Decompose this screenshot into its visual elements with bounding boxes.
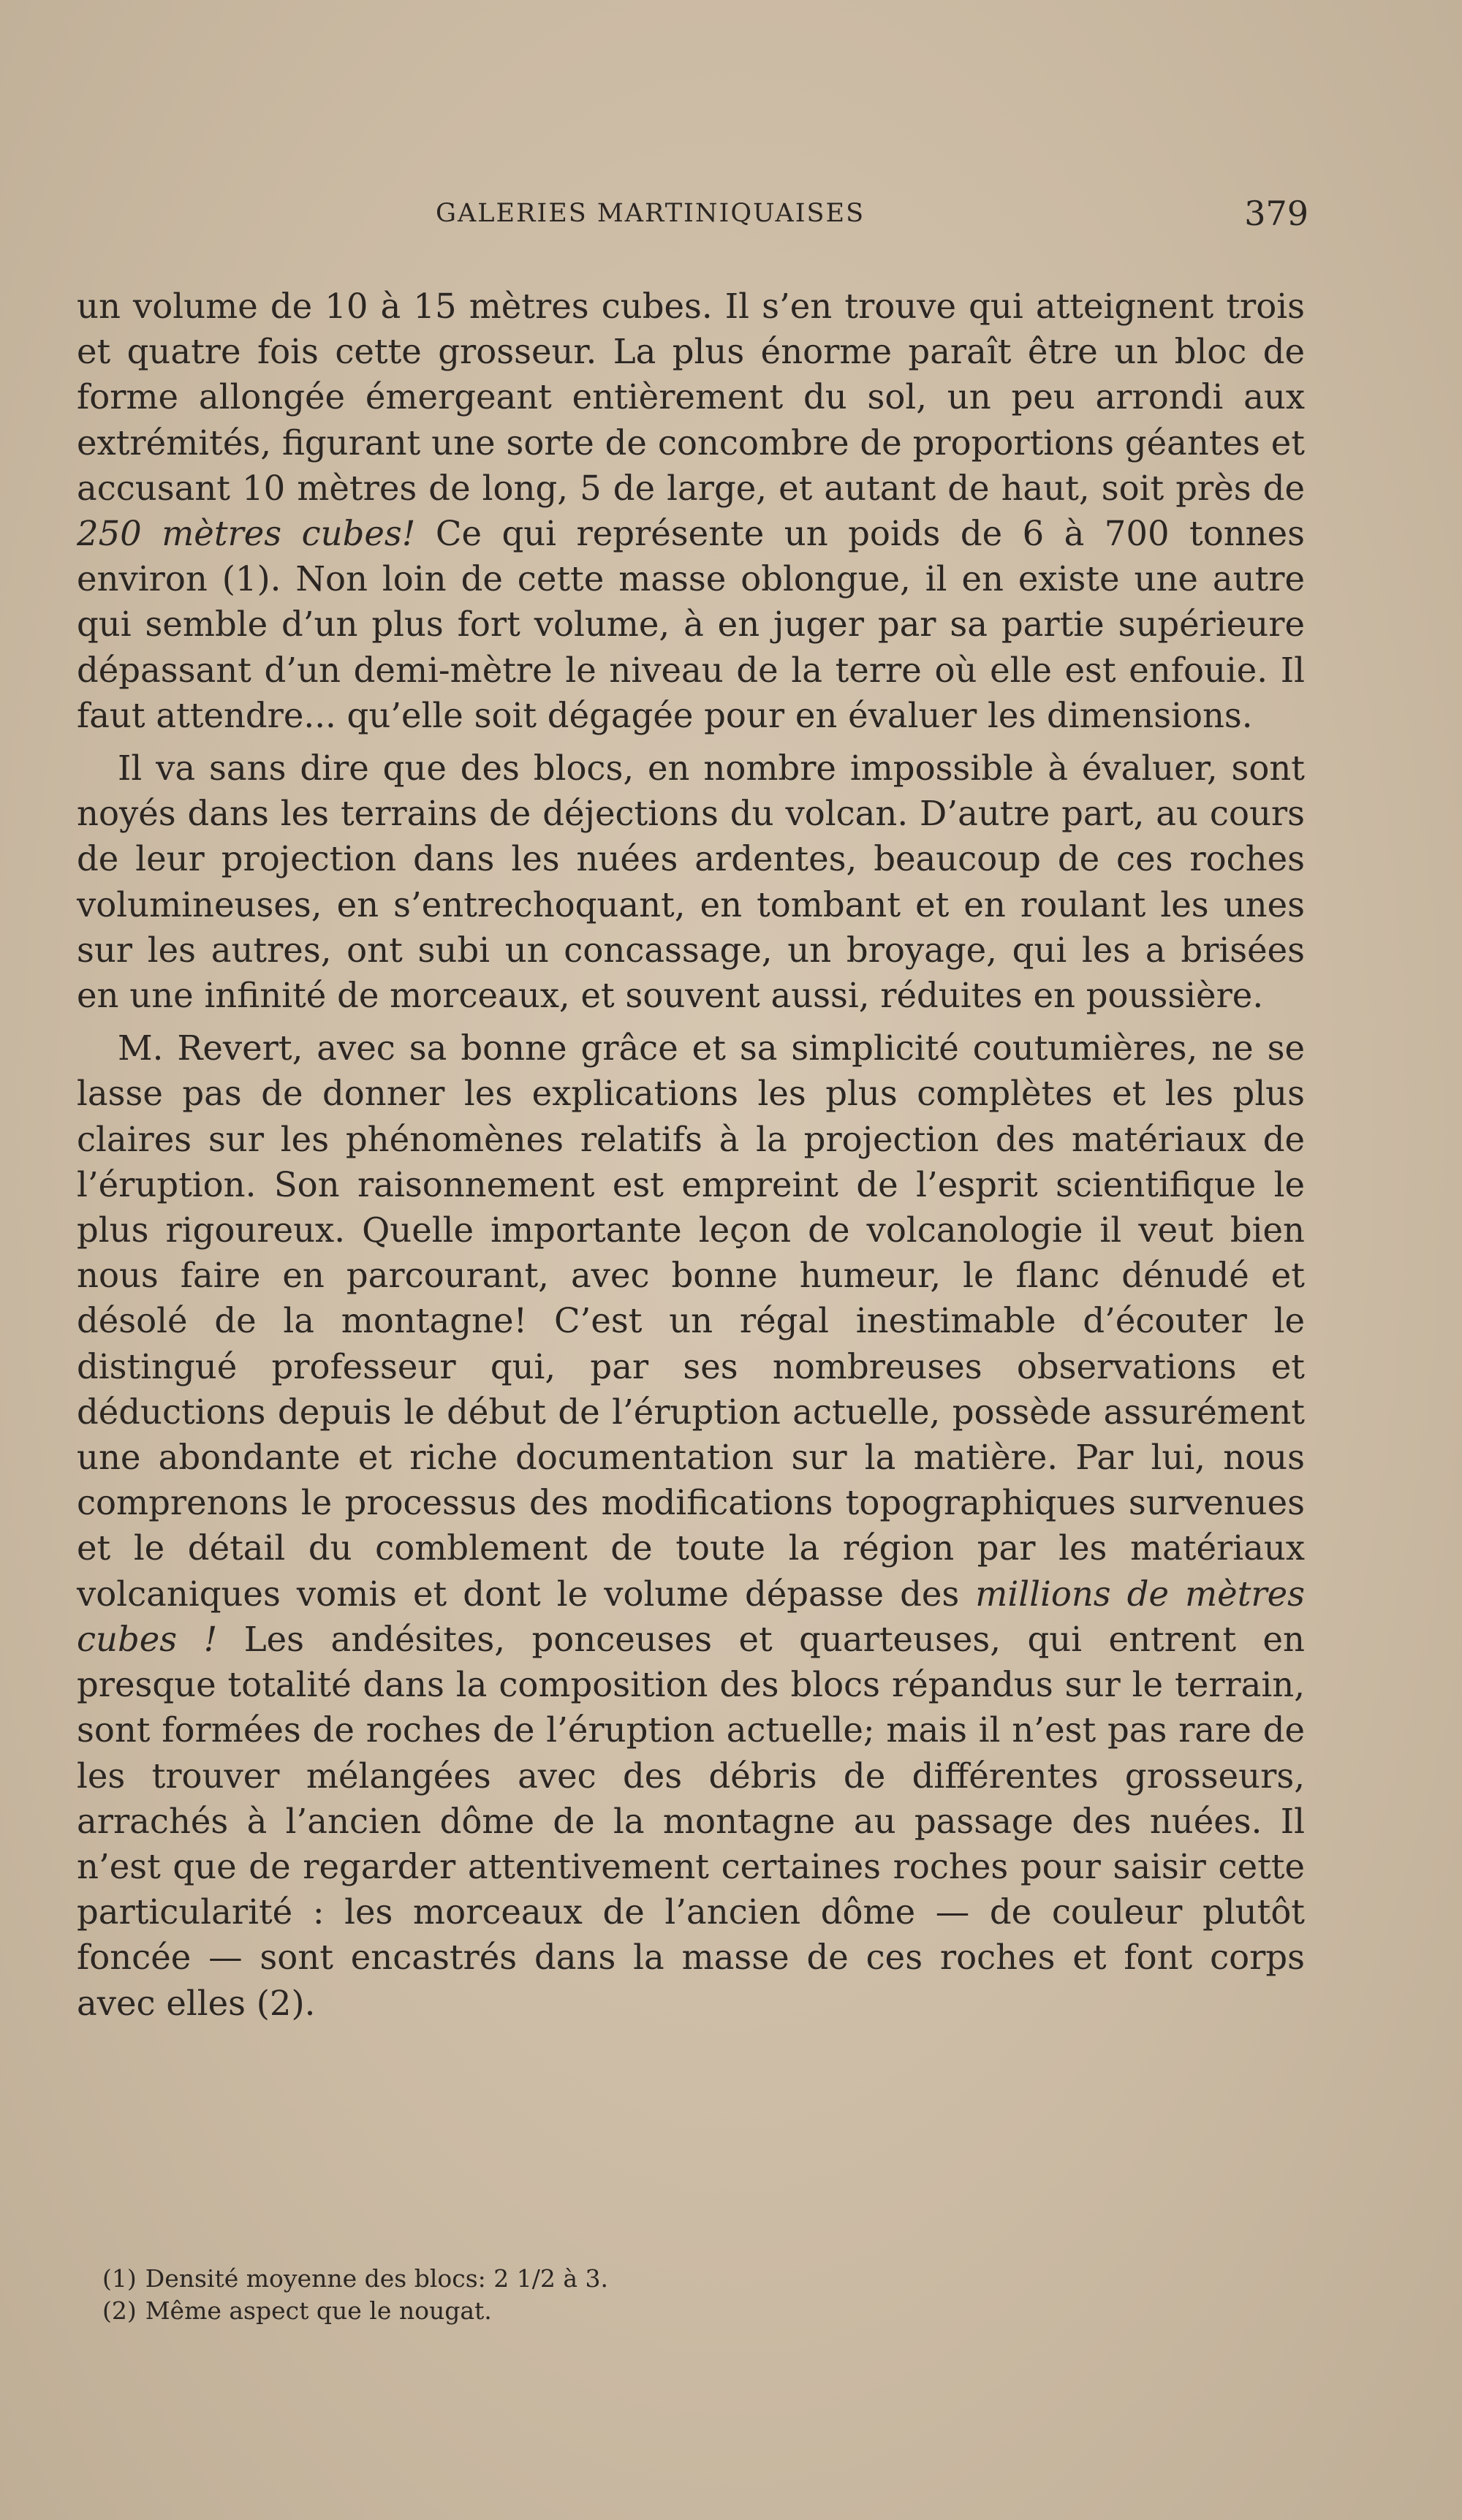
body-text: [77, 284, 1305, 2033]
running-title: GALERIES MARTINIQUAISES: [436, 199, 866, 228]
text-segment: Les andésites, ponceuses et quarteuses, qui entrent en presque totalité dans la composition des blocs répandus sur le terrain, sont formées de roches de l’éruption actuelle; mais il n’est pas rare de les trouver mélangées avec des débris de différentes grosseurs, arrachés à l’ancien dôme de la montagne au passage des nuées. Il n’est que de regarder attentivement certaines roches pour saisir cette particularité : les morceaux de l’ancien dôme — de couleur plutôt foncée — sont encastrés dans la masse de ces roches et font corps avec elles (2).: [77, 1619, 1306, 2023]
footnote-mark: (2): [102, 2296, 137, 2325]
page-header: [80, 191, 1308, 235]
paragraph-1: [77, 284, 1305, 738]
footnotes: [102, 2263, 1199, 2327]
paragraph-3: [77, 1025, 1305, 2025]
italic-segment: millions de mètres cubes !: [77, 1574, 1305, 1659]
footnote-mark: (1): [102, 2264, 137, 2293]
footnote-text: Même aspect que le nougat.: [145, 2296, 492, 2325]
footnote-2: [102, 2295, 1199, 2327]
text-segment: Ce qui représente un poids de 6 à 700 tonnes environ (1). Non loin de cette masse oblongue, il en existe une autre qui semble d’un plus fort volume, à en juger par sa partie supérieure dépassant d’un demi-mètre le niveau de la terre où elle est enfouie. Il faut attendre... qu’elle soit dégagée pour en évaluer les dimensions.: [77, 514, 1305, 735]
footnote-text: Densité moyenne des blocs: 2 1/2 à 3.: [145, 2264, 609, 2293]
text-segment: Il va sans dire que des blocs, en nombre impossible à évaluer, sont noyés dans les terrains de déjections du volcan. D’autre part, au cours de leur projection dans les nuées ardentes, beaucoup de ces roches volumineuses, en s’entrechoquant, en tombant et en roulant les unes sur les autres, ont subi un concassage, un broyage, qui les a brisées en une infinité de morceaux, et souvent aussi, réduites en poussière.: [77, 748, 1305, 1016]
text-segment: M. Revert, avec sa bonne grâce et sa simplicité coutumières, ne se lasse pas de donner les explications les plus complètes et les plus claires sur les phénomènes relatifs à la projection des matériaux de l’éruption. Son raisonnement est empreint de l’esprit scientifique le plus rigoureux. Quelle importante leçon de volcanologie il veut bien nous faire en parcourant, avec bonne humeur, le flanc dénudé et désolé de la montagne! C’est un régal inestimable d’écouter le distingué professeur qui, par ses nombreuses observations et déductions depuis le début de l’éruption actuelle, possède assurément une abondante et riche documentation sur la matière. Par lui, nous comprenons le processus des modifications topographiques survenues et le détail du comblement de toute la région par les matériaux volcaniques vomis et dont le volume dépasse des: [77, 1028, 1305, 1614]
italic-segment: 250 mètres cubes!: [77, 514, 416, 554]
page-number: 379: [1244, 194, 1308, 233]
text-segment: un volume de 10 à 15 mètres cubes. Il s’en trouve qui atteignent trois et quatre fois cette grosseur. La plus énorme paraît être un bloc de forme allongée émergeant entièrement du sol, un peu arrondi aux extrémités, figurant une sorte de concombre de proportions géantes et accusant 10 mètres de long, 5 de large, et autant de haut, soit près de: [77, 286, 1305, 508]
footnote-1: [102, 2263, 1199, 2295]
paragraph-2: [77, 745, 1305, 1018]
